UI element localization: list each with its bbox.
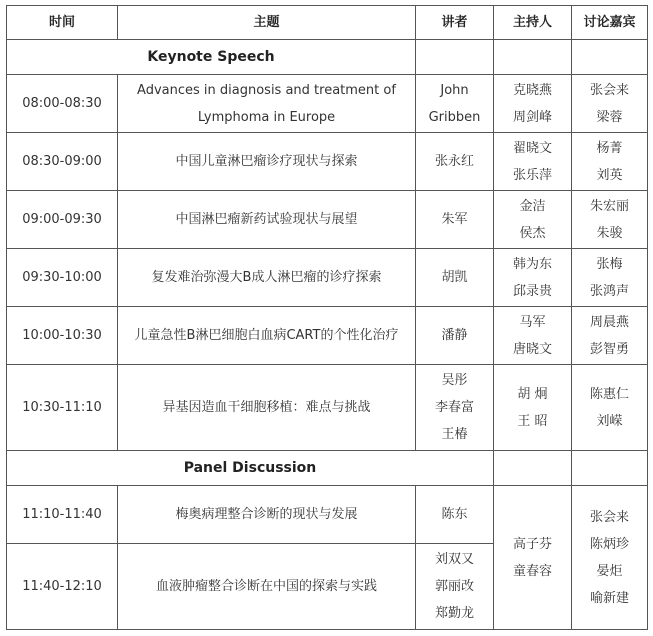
speaker-name: 李春富 [434, 400, 474, 415]
guests-cell [572, 75, 648, 133]
table-row [7, 249, 648, 307]
guests-cell [572, 307, 648, 365]
host-name: 胡 炯 [517, 386, 548, 402]
table-row [7, 365, 648, 451]
speaker-name: 吴彤 [441, 373, 468, 388]
section-spacer [416, 40, 494, 75]
speaker-name: 刘双又 [434, 552, 474, 567]
speaker-name: 郑勤龙 [434, 606, 474, 621]
host-cell [494, 133, 572, 191]
guest-name: 喻新建 [589, 590, 629, 606]
topic-cell: 中国儿童淋巴瘤诊疗现状与探索 [118, 133, 416, 191]
host-name: 张乐萍 [512, 167, 552, 183]
time-cell: 08:00-08:30 [7, 75, 118, 133]
section-row-keynote [7, 40, 648, 75]
guest-name: 朱骏 [596, 225, 623, 241]
speaker-name: 王椿 [441, 427, 468, 442]
host-cell [494, 307, 572, 365]
time-cell: 11:10-11:40 [7, 486, 118, 544]
guests-cell [572, 133, 648, 191]
guests-cell [572, 191, 648, 249]
host-name: 童春容 [512, 563, 552, 579]
table-row [7, 486, 648, 544]
host-cell [494, 191, 572, 249]
speaker-name: 郭丽改 [434, 579, 474, 594]
guests-cell [572, 249, 648, 307]
topic-cell: 复发难治弥漫大B成人淋巴瘤的诊疗探索 [118, 249, 416, 307]
host-name: 周剑峰 [512, 109, 552, 125]
host-name: 翟晓文 [512, 140, 552, 156]
host-name: 唐晓文 [512, 341, 552, 357]
section-title-panel: Panel Discussion [7, 451, 494, 486]
host-name: 高子芬 [512, 536, 552, 552]
guest-name: 梁蓉 [596, 109, 623, 125]
speaker-name: Gribben [428, 109, 481, 125]
section-row-panel [7, 451, 648, 486]
header-speaker: 讲者 [416, 6, 494, 40]
guest-name: 张鸿声 [589, 283, 629, 299]
table-row [7, 307, 648, 365]
speaker-cell: 胡凯 [416, 249, 494, 307]
speaker-cell: 张永红 [416, 133, 494, 191]
speaker-name: John [440, 82, 469, 98]
schedule-table [6, 5, 648, 630]
guest-name: 周晨燕 [589, 314, 629, 330]
speaker-cell [416, 75, 494, 133]
table-row [7, 75, 648, 133]
header-topic: 主题 [118, 6, 416, 40]
guests-cell [572, 365, 648, 451]
guest-name: 张梅 [596, 256, 623, 272]
time-cell: 09:00-09:30 [7, 191, 118, 249]
host-cell [494, 249, 572, 307]
topic-line: Lymphoma in Europe [197, 109, 336, 125]
guest-name: 刘英 [596, 167, 623, 183]
speaker-cell: 潘静 [416, 307, 494, 365]
host-name: 马军 [519, 314, 546, 330]
topic-cell: 儿童急性B淋巴细胞白血病CART的个性化治疗 [118, 307, 416, 365]
guest-name: 彭智勇 [589, 341, 629, 357]
panel-host-cell [494, 486, 572, 630]
host-name: 邱录贵 [512, 283, 552, 299]
host-name: 王 昭 [517, 413, 548, 429]
host-cell [494, 75, 572, 133]
topic-cell: 梅奥病理整合诊断的现状与发展 [118, 486, 416, 544]
guest-name: 朱宏丽 [589, 198, 629, 214]
host-name: 克晓燕 [512, 82, 552, 98]
topic-cell: 血液肿瘤整合诊断在中国的探索与实践 [118, 544, 416, 630]
guest-name: 杨菁 [596, 140, 623, 156]
header-host: 主持人 [494, 6, 572, 40]
section-spacer [494, 451, 572, 486]
host-name: 韩为东 [512, 256, 552, 272]
panel-guests-cell [572, 486, 648, 630]
header-time: 时间 [7, 6, 118, 40]
guest-name: 张会来 [589, 509, 629, 525]
guest-name: 陈惠仁 [589, 386, 629, 402]
guest-name: 晏炬 [596, 563, 623, 579]
table-row [7, 191, 648, 249]
guest-name: 张会来 [589, 82, 629, 98]
speaker-cell: 陈东 [416, 486, 494, 544]
time-cell: 10:00-10:30 [7, 307, 118, 365]
time-cell: 08:30-09:00 [7, 133, 118, 191]
section-title-keynote: Keynote Speech [7, 40, 416, 75]
host-cell [494, 365, 572, 451]
speaker-cell: 朱军 [416, 191, 494, 249]
time-cell: 11:40-12:10 [7, 544, 118, 630]
speaker-cell [416, 544, 494, 630]
host-name: 金洁 [519, 198, 546, 214]
topic-cell [118, 75, 416, 133]
header-guests: 讨论嘉宾 [572, 6, 648, 40]
section-spacer [494, 40, 572, 75]
topic-line: Advances in diagnosis and treatment of [137, 82, 396, 98]
speaker-cell [416, 365, 494, 451]
host-name: 侯杰 [519, 225, 546, 241]
topic-cell: 中国淋巴瘤新药试验现状与展望 [118, 191, 416, 249]
section-spacer [572, 451, 648, 486]
time-cell: 10:30-11:10 [7, 365, 118, 451]
header-row [7, 6, 648, 40]
guest-name: 陈炳珍 [589, 536, 629, 552]
guest-name: 刘嵘 [596, 413, 623, 429]
table-row [7, 133, 648, 191]
topic-cell: 异基因造血干细胞移植：难点与挑战 [118, 365, 416, 451]
section-spacer [572, 40, 648, 75]
time-cell: 09:30-10:00 [7, 249, 118, 307]
